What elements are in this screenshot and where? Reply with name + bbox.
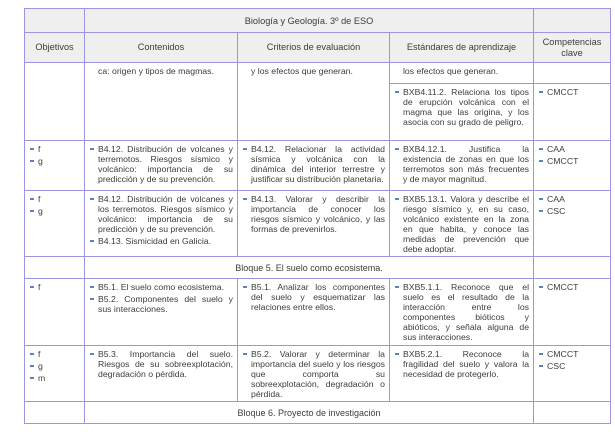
contenidos-list [89,144,233,184]
objetivos-list [29,194,80,216]
contenidos-list [89,282,233,314]
list-item: B4.12. Distribución de volcanes y terremotos. Riesgos sísmico y volcánico: importancia de su predicción y de su prevención. [89,144,233,184]
criterios-cell [238,191,390,257]
bloque-row-left-empty-cell [25,257,85,279]
criterios-list [242,282,385,312]
list-item: CSC [538,206,606,216]
bloque6-row [25,402,611,424]
estandares-cell [390,84,534,141]
list-item: B5.1. Analizar los componentes del suelo y esquematizar las relaciones entre ellos. [242,282,385,312]
competencias-cell [534,63,611,84]
list-item: BXB5.13.1. Valora y describe el riesgo sísmico y, en su caso, volcánico existente en la zona en que habita, y conoce las medidas de prevención que debe adoptar. [394,194,529,254]
objetivos-list [29,144,80,166]
competencias-cell [534,279,611,346]
bloque-row-left-empty-cell [25,402,85,424]
list-item: B4.13. Valorar y describir la importancia de conocer los riesgos sísmico y volcánico, y las formas de prevenirlos. [242,194,385,234]
estandares-list [394,144,529,184]
list-item: CMCCT [538,87,606,97]
bloque5-title: Bloque 5. El suelo como ecosistema. [85,257,534,279]
title-row-left-empty-cell [25,9,85,33]
estandares-cell [390,63,534,84]
list-item: B5.3. Importancia del suelo. Riesgos de su sobreexplotación, degradación o pérdida. [89,349,233,379]
list-item: B4.13. Sismicidad en Galicia. [89,236,233,246]
list-item: B5.1. El suelo como ecosistema. [89,282,233,292]
column-header-row [25,33,611,63]
row-b412 [25,141,611,191]
competencias-cell [534,191,611,257]
estandares-cell [390,141,534,191]
list-item: CAA [538,144,606,154]
col-header-objetivos: Objetivos [25,33,85,63]
contenidos-list [89,194,233,246]
list-item: BXB4.11.2. Relaciona los tipos de erupción volcánica con el magma que las origina, y los asocia con su grado de peligro. [394,87,529,127]
objetivos-list [29,349,80,383]
col-header-criterios: Criterios de evaluación [238,33,390,63]
objetivos-cell [25,141,85,191]
objetivos-list [29,282,80,292]
list-item: B5.2. Valorar y determinar la importancia del suelo y los riesgos que comporta su sobreexplotación, degradación o pérdida. [242,349,385,399]
list-item: f [29,194,80,204]
objetivos-cell [25,63,85,141]
bloque5-row [25,257,611,279]
list-item: B4.12. Relacionar la actividad sísmica y volcánica con la dinámica del interior terrestre y justificar su distribución planetaria. [242,144,385,184]
list-item: f [29,144,80,154]
list-item: g [29,156,80,166]
competencias-list [538,144,606,166]
competencias-list [538,87,606,97]
estandares-cell [390,279,534,346]
objetivos-cell [25,346,85,402]
estandares-cell [390,346,534,402]
list-item: f [29,282,80,292]
competencias-cell [534,346,611,402]
bloque-row-right-empty-cell [534,402,611,424]
row-continuation-upper [25,63,611,84]
criterios-cell [238,279,390,346]
competencias-cell [534,84,611,141]
criterio-continuation-text: y los efectos que generan. [251,66,353,76]
criterios-list [242,194,385,234]
bloque6-title: Bloque 6. Proyecto de investigación [85,402,534,424]
list-item: CSC [538,361,606,371]
table-title: Biología y Geología. 3º de ESO [85,9,534,33]
objetivos-cell [25,279,85,346]
criterios-cell [238,141,390,191]
bloque-row-right-empty-cell [534,257,611,279]
objetivos-cell [25,191,85,257]
competencias-cell [534,141,611,191]
list-item: B5.2. Componentes del suelo y sus interacciones. [89,294,233,314]
list-item: g [29,206,80,216]
col-header-contenidos: Contenidos [85,33,238,63]
list-item: BXB5.2.1. Reconoce la fragilidad del suelo y valora la necesidad de protegerlo. [394,349,529,379]
estandares-cell [390,191,534,257]
criterios-list [242,144,385,184]
col-header-competencias: Competencias clave [534,33,611,63]
list-item: CMCCT [538,156,606,166]
contenidos-list [89,349,233,379]
estandar-continuation-text: los efectos que generan. [403,66,499,76]
contenidos-cell [85,279,238,346]
competencias-list [538,349,606,371]
estandares-list [394,194,529,254]
list-item: g [29,361,80,371]
contenido-continuation-text: ca: origen y tipos de magmas. [98,66,214,76]
list-item: CMCCT [538,282,606,292]
criterios-list [242,349,385,399]
estandares-list [394,282,529,342]
contenidos-cell [85,63,238,141]
col-header-estandares: Estándares de aprendizaje [390,33,534,63]
list-item: B4.12. Distribución de volcanes y los terremotos. Riesgos sísmico y volcánico: importancia de su predicción y de su prevención. [89,194,233,234]
criterios-cell [238,346,390,402]
list-item: m [29,373,80,383]
list-item: f [29,349,80,359]
criterios-cell [238,63,390,141]
competencias-list [538,194,606,216]
list-item: CAA [538,194,606,204]
contenidos-cell [85,191,238,257]
row-b53 [25,346,611,402]
list-item: BXB4.12.1. Justifica la existencia de zonas en que los terremotos son más frecuentes y de mayor magnitud. [394,144,529,184]
list-item: BXB5.1.1. Reconoce que el suelo es el resultado de la interacción entre los componentes bióticos y abióticos, y señala alguna de sus interacciones. [394,282,529,342]
row-b413 [25,191,611,257]
estandares-list [394,87,529,127]
competencias-list [538,282,606,292]
contenidos-cell [85,141,238,191]
estandares-list [394,349,529,379]
title-row [25,9,611,33]
row-b51 [25,279,611,346]
list-item: CMCCT [538,349,606,359]
curriculum-table [24,8,611,424]
title-row-right-empty-cell [534,9,611,33]
contenidos-cell [85,346,238,402]
